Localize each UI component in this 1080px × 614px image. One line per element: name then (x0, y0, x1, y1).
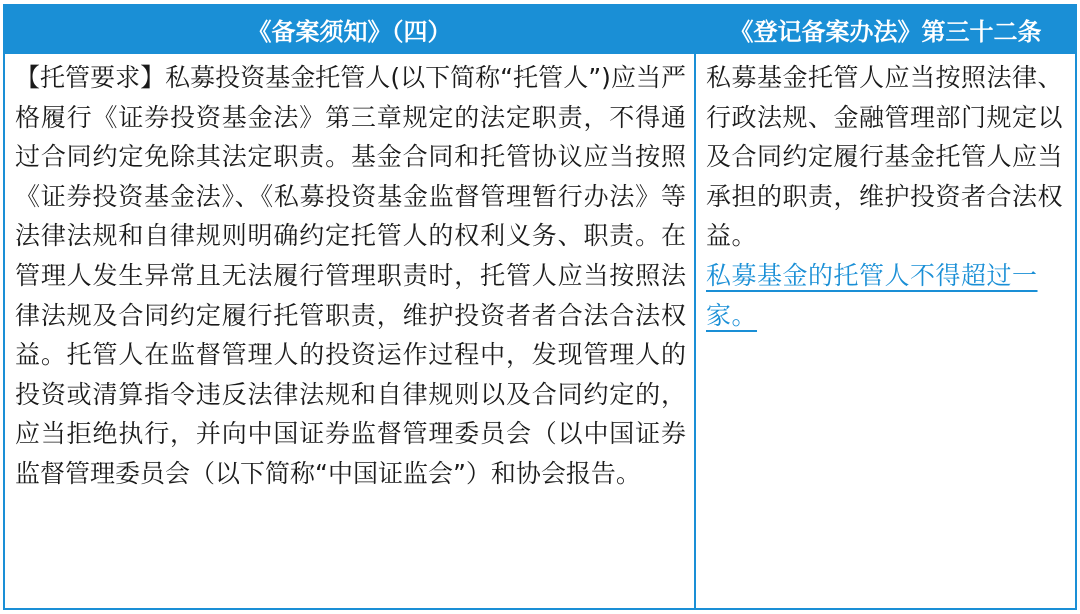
header-filing-notice: 《备案须知》（四） (4, 5, 695, 53)
article-32-text: 私募基金托管人应当按照法律、行政法规、金融管理部门规定以及合同约定履行基金托管人应当承担的职责，维护投资者合法权益。 (706, 63, 1064, 251)
header-registration-measures: 《登记备案办法》第三十二条 (695, 5, 1076, 53)
article-32-cell (695, 53, 1076, 609)
table-body-row (4, 53, 1076, 609)
custody-requirements-text: 【托管要求】私募投资基金托管人(以下简称“托管人”)应当严格履行《证券投资基金法》第三章规定的法定职责，不得通过合同约定免除其法定职责。基金合同和托管协议应当按照《证券投资基金法》、《私募投资基金监督管理暂行办法》等法律法规和自律规则明确约定托管人的权利义务、职责。在管理人发生异常且无法履行管理职责时，托管人应当按照法律法规及合同约定履行托管职责，维护投资者者合法合法权益。托管人在监督管理人的投资运作过程中，发现管理人的投资或清算指令违反法律法规和自律规则以及合同约定的，应当拒绝执行，并向中国证券监督管理委员会（以中国证券监督管理委员会（以下简称“中国证监会”）和协会报告。 (4, 53, 695, 609)
comparison-table (3, 4, 1077, 610)
table-header-row (4, 5, 1076, 53)
single-custodian-link[interactable]: 私募基金的托管人不得超过一家。 (706, 260, 1038, 330)
